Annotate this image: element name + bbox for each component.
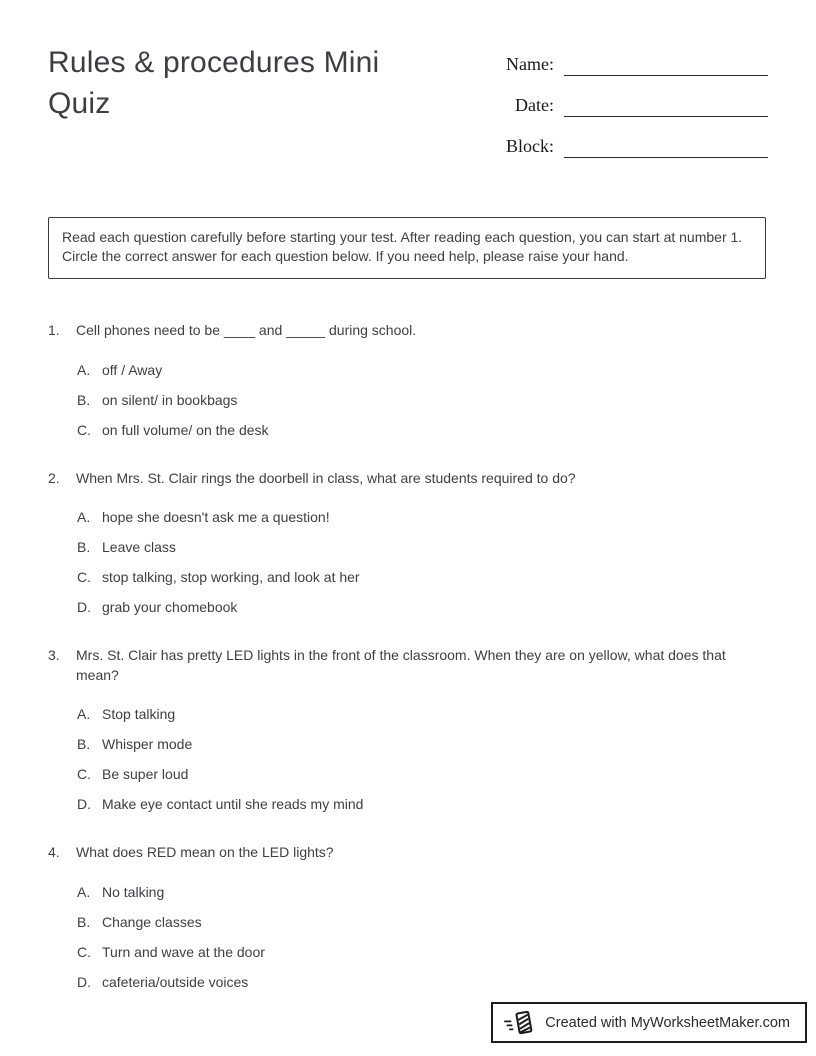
option-text: grab your chomebook xyxy=(102,599,238,615)
option-text: off / Away xyxy=(102,361,163,378)
instructions-box xyxy=(48,217,766,279)
date-field-row xyxy=(480,91,768,117)
option-letter: C. xyxy=(77,421,91,438)
option-item xyxy=(77,943,768,962)
block-label: Block: xyxy=(506,136,554,156)
option-item xyxy=(77,508,768,527)
page-header xyxy=(48,42,768,173)
flying-worksheet-icon xyxy=(504,1009,536,1037)
option-text: Whisper mode xyxy=(102,736,193,752)
question-4-row xyxy=(48,843,768,863)
footer-credit-text: Created with MyWorksheetMaker.com xyxy=(545,1014,790,1031)
option-letter: D. xyxy=(77,599,91,615)
question-3-number: 3. xyxy=(48,647,60,663)
question-1-text: Cell phones need to be ____ and _____ during school. xyxy=(76,322,417,338)
option-item xyxy=(77,421,768,440)
question-4-text: What does RED mean on the LED lights? xyxy=(76,844,334,860)
option-text: Stop talking xyxy=(102,706,176,722)
option-item xyxy=(77,705,768,724)
questions-list xyxy=(48,321,768,992)
option-letter: A. xyxy=(77,361,91,378)
question-2-number: 2. xyxy=(48,469,60,486)
option-letter: B. xyxy=(77,736,91,752)
question-1-options xyxy=(77,361,768,440)
block-field-row xyxy=(480,132,768,158)
page-title: Rules & procedures Mini Quiz xyxy=(48,46,380,120)
option-text: on silent/ in bookbags xyxy=(102,391,238,408)
question-3-text: Mrs. St. Clair has pretty LED lights in the front of the classroom. When they are on yellow, what does that mean? xyxy=(76,647,726,683)
option-item xyxy=(77,973,768,992)
name-field-row xyxy=(480,50,768,76)
option-text: Make eye contact until she reads my mind xyxy=(102,796,364,812)
header-fields xyxy=(480,42,768,173)
option-item xyxy=(77,735,768,754)
question-3-row xyxy=(48,646,768,685)
option-text: on full volume/ on the desk xyxy=(102,421,269,438)
option-letter: A. xyxy=(77,509,91,525)
option-item xyxy=(77,598,768,617)
question-2-row xyxy=(48,469,768,489)
name-label: Name: xyxy=(506,54,554,74)
option-item xyxy=(77,538,768,557)
question-4-number: 4. xyxy=(48,844,60,860)
question-3-options xyxy=(77,705,768,814)
instructions-text: Read each question carefully before starting your test. After reading each question, you can start at number 1. Circle the correct answer for each question below. If you need help, please raise your hand. xyxy=(62,229,743,264)
option-item xyxy=(77,913,768,932)
question-4-options xyxy=(77,883,768,992)
option-letter: D. xyxy=(77,796,91,812)
option-item xyxy=(77,391,768,410)
option-text: Be super loud xyxy=(102,766,189,782)
option-text: stop talking, stop working, and look at her xyxy=(102,569,360,585)
option-item xyxy=(77,568,768,587)
option-item xyxy=(77,795,768,814)
option-item xyxy=(77,883,768,902)
option-letter: C. xyxy=(77,569,91,585)
date-label: Date: xyxy=(515,95,554,115)
question-2-options xyxy=(77,508,768,617)
block-blank-line xyxy=(564,132,768,158)
option-text: No talking xyxy=(102,883,165,900)
date-blank-line xyxy=(564,91,768,117)
option-letter: B. xyxy=(77,539,91,555)
option-letter: C. xyxy=(77,943,91,960)
question-1 xyxy=(48,321,768,440)
option-text: Leave class xyxy=(102,539,176,555)
option-letter: B. xyxy=(77,391,91,408)
option-letter: A. xyxy=(77,883,91,900)
option-text: Turn and wave at the door xyxy=(102,943,265,960)
option-text: cafeteria/outside voices xyxy=(102,973,249,990)
option-letter: C. xyxy=(77,766,91,782)
option-letter: A. xyxy=(77,706,91,722)
option-letter: B. xyxy=(77,913,91,930)
footer-credit-box xyxy=(491,1002,807,1043)
option-text: hope she doesn't ask me a question! xyxy=(102,509,330,525)
option-text: Change classes xyxy=(102,913,202,930)
question-4 xyxy=(48,843,768,992)
question-1-number: 1. xyxy=(48,322,60,338)
option-item xyxy=(77,765,768,784)
option-item xyxy=(77,361,768,380)
question-1-row xyxy=(48,321,768,341)
question-2 xyxy=(48,469,768,618)
question-2-text: When Mrs. St. Clair rings the doorbell in class, what are students required to do? xyxy=(76,469,576,486)
option-letter: D. xyxy=(77,973,91,990)
name-blank-line xyxy=(564,50,768,76)
question-3 xyxy=(48,646,768,814)
